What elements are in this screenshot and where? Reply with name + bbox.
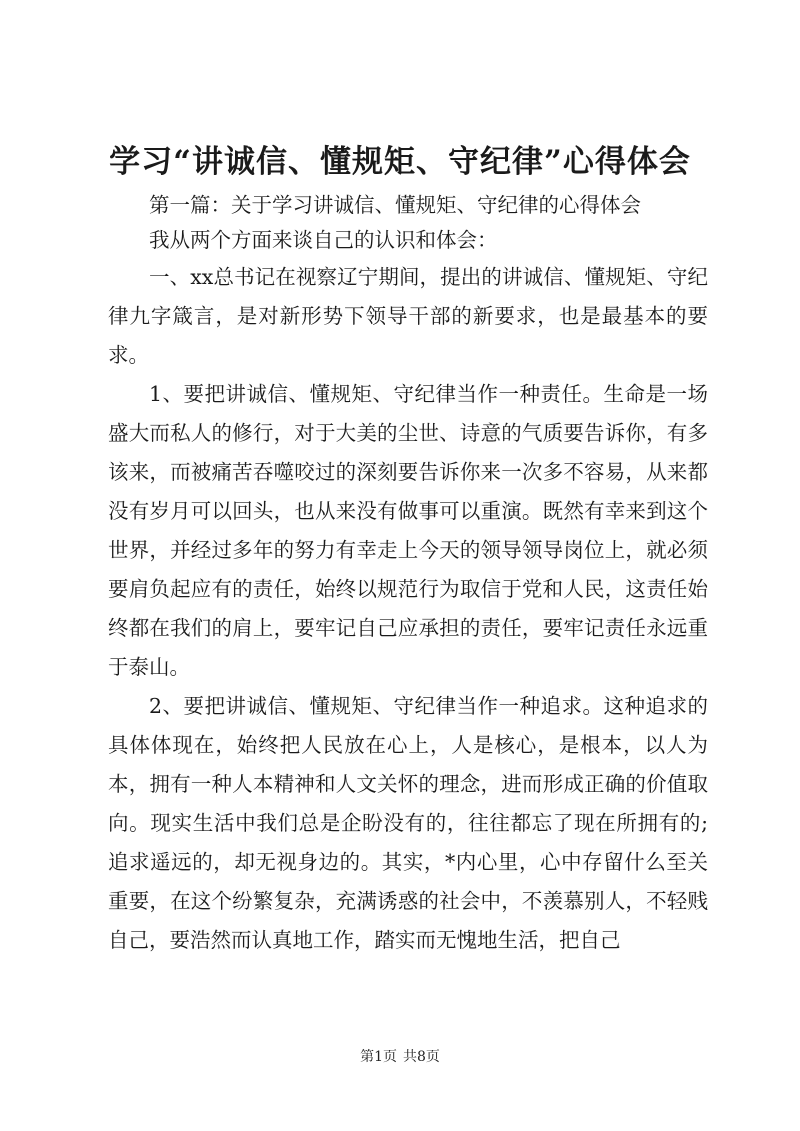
page-number: 第1页 <box>360 1049 397 1065</box>
paragraph-1: 一、xx总书记在视察辽宁期间，提出的讲诚信、懂规矩、守纪律九字箴言，是对新形势下领导干部的新要求，也是最基本的要求。 <box>108 265 708 367</box>
document-title: 学习“讲诚信、懂规矩、守纪律”心得体会 <box>109 144 691 180</box>
section-heading: 第一篇：关于学习讲诚信、懂规矩、守纪律的心得体会 <box>149 193 641 217</box>
document-body <box>108 188 708 960</box>
page-footer <box>0 1047 800 1067</box>
paragraph-3: 2、要把讲诚信、懂规矩、守纪律当作一种追求。这种追求的具体体现在，始终把人民放在心上，人是核心，是根本，以人为本，拥有一种人本精神和人文关怀的理念，进而形成正确的价值取向。现实生活中我们总是企盼没有的，往往都忘了现在所拥有的;追求遥远的，却无视身边的。其实，*内心里，心中存留什么至关重要，在这个纷繁复杂，充满诱惑的社会中，不羡慕别人，不轻贱自己，要浩然而认真地工作，踏实而无愧地生活，把自己 <box>108 694 708 952</box>
intro-paragraph: 我从两个方面来谈自己的认识和体会： <box>149 228 498 252</box>
paragraph-2: 1、要把讲诚信、懂规矩、守纪律当作一种责任。生命是一场盛大而私人的修行，对于大美的尘世、诗意的气质要告诉你，有多该来，而被痛苦吞噬咬过的深刻要告诉你来一次多不容易，从来都没有岁月可以回头，也从来没有做事可以重演。既然有幸来到这个世界，并经过多年的努力有幸走上今天的领导领导岗位上，就必须要肩负起应有的责任，始终以规范行为取信于党和人民，这责任始终都在我们的肩上，要牢记自己应承担的责任，要牢记责任永远重于泰山。 <box>108 382 708 679</box>
page-total: 共8页 <box>403 1049 440 1065</box>
